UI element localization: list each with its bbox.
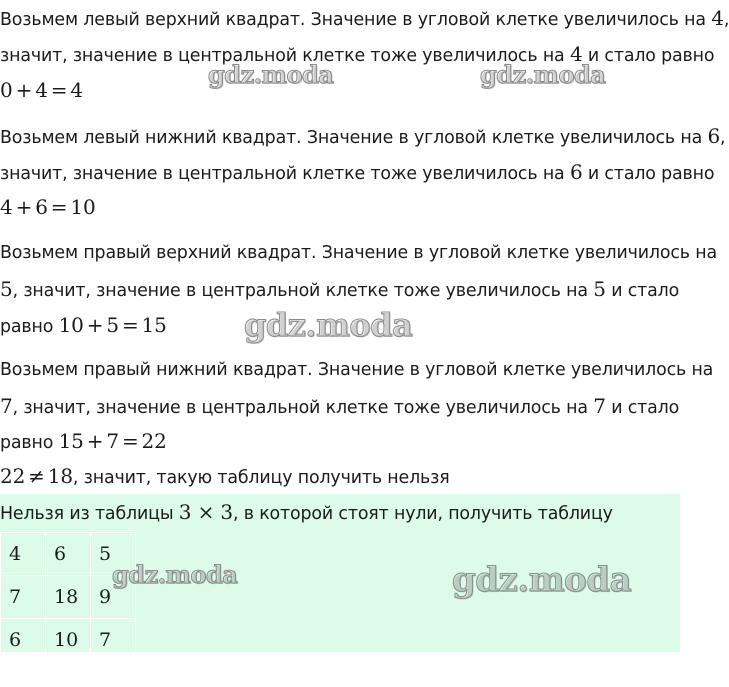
p1-equation: 0 + 4 = 4	[0, 78, 83, 102]
watermark: gdz.moda	[208, 60, 334, 89]
p2-equation: 4 + 6 = 10	[0, 195, 96, 219]
result-table	[0, 532, 136, 661]
table-cell: 10	[46, 619, 91, 662]
watermark: gdz.moda	[480, 60, 606, 89]
watermark: gdz.moda	[244, 306, 413, 344]
table-cell: 4	[1, 533, 46, 576]
p1-line2: значит, значение в центральной клетке тоже увеличилось на 4 и стало равно	[0, 42, 715, 66]
table-cell: 5	[91, 533, 136, 576]
p4-line3: равно 15 + 7 = 22	[0, 429, 167, 453]
table-cell: 6	[1, 619, 46, 662]
table-cell: 9	[91, 576, 136, 619]
p4-line1: Возьмем правый нижний квадрат. Значение в угловой клетке увеличилось на	[0, 360, 714, 380]
p3-line1: Возьмем правый верхний квадрат. Значение в угловой клетке увеличилось на	[0, 243, 717, 263]
table-cell: 7	[1, 576, 46, 619]
answer-text: Нельзя из таблицы 3 × 3, в которой стоят нули, получить таблицу	[0, 500, 613, 524]
table-row	[1, 619, 136, 662]
table-cell: 18	[46, 576, 91, 619]
p2-line2: значит, значение в центральной клетке тоже увеличилось на 6 и стало равно	[0, 160, 715, 184]
table-cell: 7	[91, 619, 136, 662]
p1-line1: Возьмем левый верхний квадрат. Значение в угловой клетке увеличилось на 4,	[0, 6, 729, 30]
p4-line2: 7, значит, значение в центральной клетке тоже увеличилось на 7 и стало	[0, 394, 680, 418]
table-cell: 6	[46, 533, 91, 576]
watermark: gdz.moda	[112, 560, 238, 589]
conclusion-line: 22 ≠ 18, значит, такую таблицу получить нельзя	[0, 464, 450, 488]
p2-line1: Возьмем левый нижний квадрат. Значение в угловой клетке увеличилось на 6,	[0, 124, 726, 148]
p3-line2: 5, значит, значение в центральной клетке тоже увеличилось на 5 и стало	[0, 277, 680, 301]
watermark: gdz.moda	[452, 560, 632, 600]
p3-line3: равно 10 + 5 = 15	[0, 313, 167, 337]
